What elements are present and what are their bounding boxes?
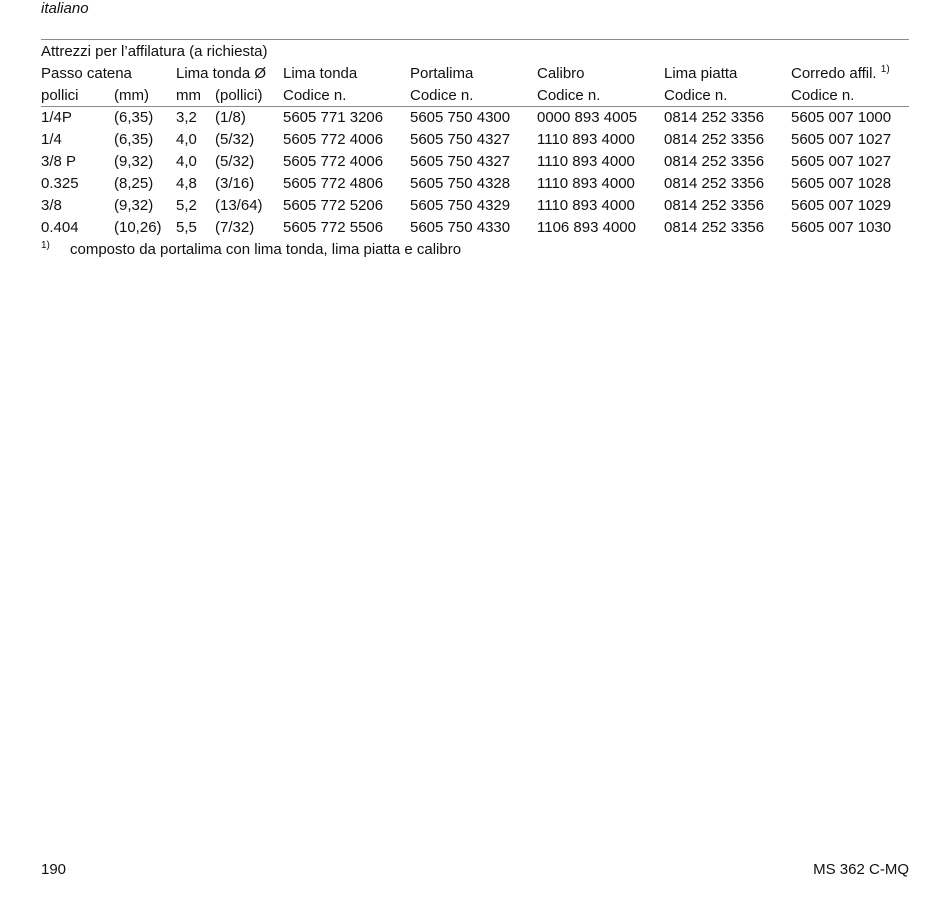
header-codice-lima-piatta: Codice n. bbox=[664, 87, 728, 104]
cell-codice-lima-piatta: 0814 252 3356 bbox=[664, 153, 765, 170]
cell-codice-lima-piatta: 0814 252 3356 bbox=[664, 219, 765, 236]
cell-passo-pollici: 0.325 bbox=[41, 175, 79, 192]
cell-lima-pollici: (7/32) bbox=[215, 219, 255, 236]
cell-codice-lima-tonda: 5605 772 4006 bbox=[283, 153, 384, 170]
cell-lima-mm: 4,0 bbox=[176, 131, 197, 148]
cell-lima-pollici: (5/32) bbox=[215, 131, 255, 148]
header-lima-piatta: Lima piatta bbox=[664, 65, 738, 82]
cell-passo-pollici: 1/4P bbox=[41, 109, 72, 126]
cell-lima-mm: 3,2 bbox=[176, 109, 197, 126]
cell-codice-corredo: 5605 007 1030 bbox=[791, 219, 892, 236]
cell-codice-portalima: 5605 750 4327 bbox=[410, 153, 511, 170]
cell-lima-mm: 4,0 bbox=[176, 153, 197, 170]
cell-passo-mm: (9,32) bbox=[114, 153, 154, 170]
header-calibro: Calibro bbox=[537, 65, 585, 82]
cell-codice-corredo: 5605 007 1000 bbox=[791, 109, 892, 126]
header-portalima: Portalima bbox=[410, 65, 474, 82]
cell-codice-corredo: 5605 007 1029 bbox=[791, 197, 892, 214]
header-passo-catena: Passo catena bbox=[41, 65, 132, 82]
cell-passo-pollici: 3/8 P bbox=[41, 153, 77, 170]
cell-codice-calibro: 0000 893 4005 bbox=[537, 109, 638, 126]
cell-passo-mm: (6,35) bbox=[114, 131, 154, 148]
cell-codice-lima-tonda: 5605 772 5506 bbox=[283, 219, 384, 236]
footnote-text: composto da portalima con lima tonda, lima piatta e calibro bbox=[70, 241, 462, 258]
cell-codice-portalima: 5605 750 4329 bbox=[410, 197, 511, 214]
cell-passo-pollici: 0.404 bbox=[41, 219, 79, 236]
cell-codice-calibro: 1110 893 4000 bbox=[537, 153, 635, 170]
header-lima-tonda: Lima tonda bbox=[283, 65, 358, 82]
header-codice-calibro: Codice n. bbox=[537, 87, 601, 104]
header-mm: mm bbox=[176, 87, 201, 104]
footnote-mark: 1) bbox=[41, 240, 50, 251]
cell-lima-pollici: (3/16) bbox=[215, 175, 255, 192]
header-pollici-paren: (pollici) bbox=[215, 87, 263, 104]
cell-codice-lima-tonda: 5605 771 3206 bbox=[283, 109, 384, 126]
cell-codice-calibro: 1110 893 4000 bbox=[537, 197, 635, 214]
header-lima-tonda-diametro: Lima tonda Ø bbox=[176, 65, 267, 82]
header-pollici: pollici bbox=[41, 87, 79, 104]
cell-codice-calibro: 1110 893 4000 bbox=[537, 175, 635, 192]
header-mm-paren: (mm) bbox=[114, 87, 149, 104]
cell-codice-lima-piatta: 0814 252 3356 bbox=[664, 131, 765, 148]
cell-codice-lima-tonda: 5605 772 4806 bbox=[283, 175, 384, 192]
cell-lima-mm: 4,8 bbox=[176, 175, 197, 192]
header-divider bbox=[41, 106, 909, 107]
cell-codice-portalima: 5605 750 4300 bbox=[410, 109, 511, 126]
footnote bbox=[41, 240, 462, 258]
cell-codice-corredo: 5605 007 1027 bbox=[791, 131, 892, 148]
cell-codice-lima-tonda: 5605 772 5206 bbox=[283, 197, 384, 214]
cell-codice-corredo: 5605 007 1028 bbox=[791, 175, 892, 192]
cell-codice-portalima: 5605 750 4330 bbox=[410, 219, 511, 236]
model-name: MS 362 C-MQ bbox=[813, 861, 909, 878]
cell-lima-pollici: (13/64) bbox=[215, 197, 263, 214]
cell-passo-mm: (8,25) bbox=[114, 175, 154, 192]
top-divider bbox=[41, 39, 909, 40]
header-codice-lima-tonda: Codice n. bbox=[283, 87, 347, 104]
cell-codice-lima-piatta: 0814 252 3356 bbox=[664, 197, 765, 214]
cell-codice-calibro: 1106 893 4000 bbox=[537, 219, 636, 236]
header-codice-portalima: Codice n. bbox=[410, 87, 474, 104]
cell-codice-lima-piatta: 0814 252 3356 bbox=[664, 109, 765, 126]
section-title: Attrezzi per l’affilatura (a richiesta) bbox=[41, 43, 268, 60]
header-codice-corredo: Codice n. bbox=[791, 87, 855, 104]
cell-passo-pollici: 3/8 bbox=[41, 197, 62, 214]
cell-lima-pollici: (1/8) bbox=[215, 109, 246, 126]
cell-lima-pollici: (5/32) bbox=[215, 153, 255, 170]
header-corredo-footnote-mark: 1) bbox=[880, 64, 890, 75]
cell-codice-portalima: 5605 750 4327 bbox=[410, 131, 511, 148]
header-corredo-label: Corredo affil. bbox=[791, 65, 877, 82]
cell-lima-mm: 5,5 bbox=[176, 219, 197, 236]
cell-passo-mm: (9,32) bbox=[114, 197, 154, 214]
cell-codice-portalima: 5605 750 4328 bbox=[410, 175, 511, 192]
cell-passo-mm: (6,35) bbox=[114, 109, 154, 126]
cell-codice-corredo: 5605 007 1027 bbox=[791, 153, 892, 170]
cell-codice-lima-tonda: 5605 772 4006 bbox=[283, 131, 384, 148]
cell-codice-lima-piatta: 0814 252 3356 bbox=[664, 175, 765, 192]
cell-passo-mm: (10,26) bbox=[114, 219, 162, 236]
language-label: italiano bbox=[41, 0, 89, 17]
cell-codice-calibro: 1110 893 4000 bbox=[537, 131, 635, 148]
page-number: 190 bbox=[41, 861, 67, 878]
cell-lima-mm: 5,2 bbox=[176, 197, 197, 214]
cell-passo-pollici: 1/4 bbox=[41, 131, 62, 148]
header-corredo-affil bbox=[791, 65, 890, 83]
